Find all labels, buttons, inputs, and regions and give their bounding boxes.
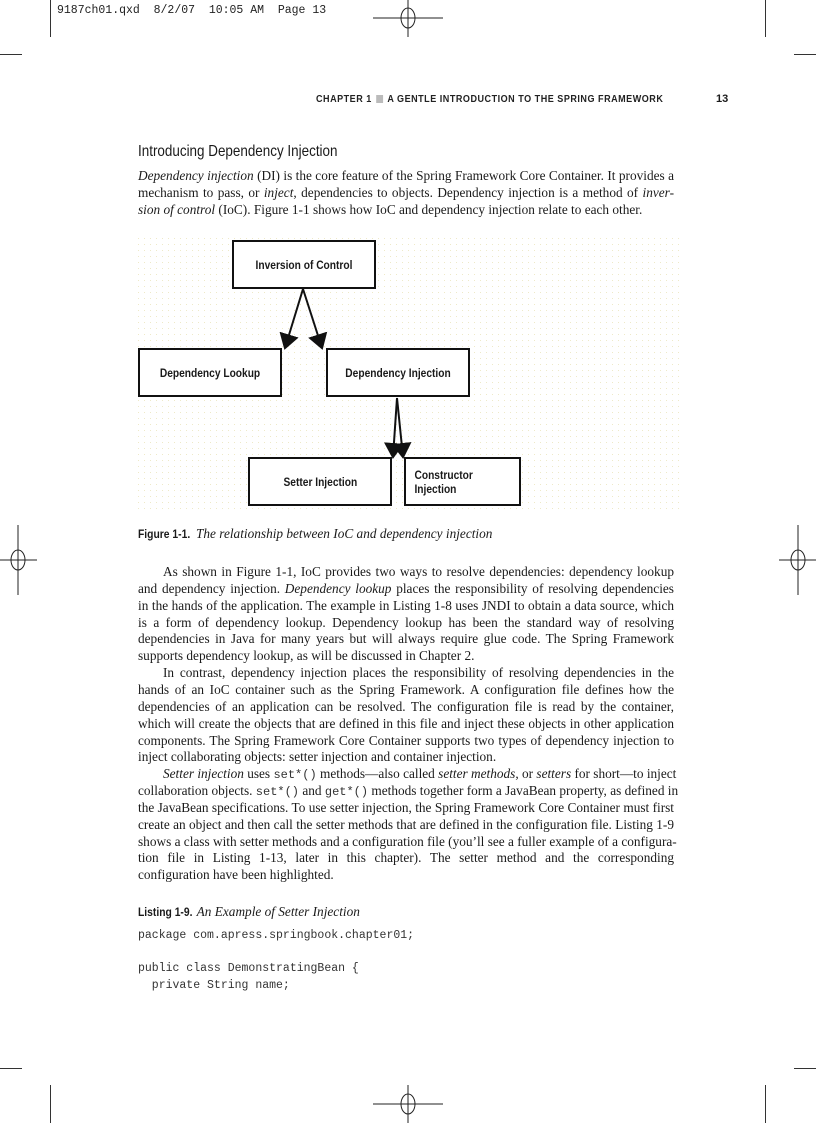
text-line (138, 698, 674, 715)
text-line (138, 167, 674, 184)
text: tion file in Listing 1-13, later in this chapter). The setter method and the corresponding (138, 850, 674, 866)
italic-text: setters (536, 766, 572, 782)
listing-caption-text: An Example of Setter Injection (196, 904, 360, 919)
text: components. The Spring Framework Core Container supports two types of dependency injection to (138, 732, 674, 748)
text: configuration have been highlighted. (138, 867, 334, 883)
separator-square-icon (376, 95, 383, 103)
text-line (138, 563, 674, 580)
figure-caption (138, 526, 492, 542)
italic-text: inver- (642, 185, 674, 200)
text: in the hands of the application. The example in Listing 1-8 uses JNDI to obtain a data source, which (138, 597, 674, 613)
figure-1-1 (138, 238, 684, 512)
box-inversion-of-control: Inversion of Control (232, 240, 376, 289)
chapter-title: A GENTLE INTRODUCTION TO THE SPRING FRAMEWORK (387, 93, 664, 105)
text: and (299, 783, 325, 799)
italic-text: Dependency lookup (284, 580, 392, 596)
text: , or (515, 766, 537, 782)
text-line (138, 715, 674, 732)
text: (IoC). Figure 1-1 shows how IoC and dependency injection relate to each other. (215, 202, 643, 217)
text: create an object and then call the setter methods that are defined in the configuration file. Listing 1-9 (138, 816, 674, 832)
text: uses (243, 766, 274, 782)
text-line (138, 866, 674, 883)
text: mechanism to pass, or (138, 185, 264, 200)
text-line (138, 748, 674, 765)
text-line (138, 614, 674, 631)
text-line (138, 597, 674, 614)
text: dependencies in Java for many years but will always require glue code. The Spring Framework (138, 631, 674, 647)
inline-code: set*() (273, 768, 317, 783)
text: is a form of dependency lookup. Dependency lookup has been the standard way of resolving (138, 614, 674, 630)
italic-text: setter methods (438, 766, 516, 782)
italic-text: Dependency injection (138, 168, 254, 183)
italic-text: Setter injection (163, 766, 244, 782)
text: (DI) is the core feature of the Spring Framework Core Container. It provides a (253, 168, 675, 183)
text: In contrast, dependency injection places the responsibility of resolving dependencies in the (163, 665, 674, 681)
text-line (138, 664, 674, 681)
box-dependency-lookup: Dependency Lookup (138, 348, 282, 397)
text: places the responsibility of resolving dependencies (391, 580, 674, 596)
box-dependency-injection: Dependency Injection (326, 348, 470, 397)
print-slug: 9187ch01.qxd 8/2/07 10:05 AM Page 13 (57, 4, 327, 17)
text: collaboration objects. (138, 783, 256, 799)
text: supports dependency lookup, as will be discussed in Chapter 2. (138, 648, 475, 664)
text: hands of an IoC container such as the Spring Framework. A configuration file defines how the (138, 681, 674, 697)
chapter-label: CHAPTER 1 (316, 93, 372, 105)
text-line (138, 647, 674, 664)
text: , dependencies to objects. Dependency injection is a method of (293, 185, 643, 200)
text: methods together form a JavaBean property, as defined in (368, 783, 679, 799)
inline-code: get*() (324, 785, 369, 800)
listing-label: Listing 1-9. (138, 905, 193, 919)
box-setter-injection: Setter Injection (248, 457, 392, 506)
text: the JavaBean specifications. To use setter injection, the Spring Framework Core Container must first (138, 799, 674, 815)
inline-code: set*() (255, 785, 300, 800)
text-line (138, 816, 674, 833)
italic-text: sion of control (138, 202, 216, 217)
code-line: private String name; (138, 979, 290, 992)
text-line (138, 580, 674, 597)
text-line (138, 681, 674, 698)
text-line (138, 184, 674, 201)
section-heading: Introducing Dependency Injection (138, 143, 338, 160)
text: and dependency injection. (138, 580, 285, 596)
text-line (138, 765, 677, 783)
text: dependencies of an application can be resolved. The configuration file is read by the container, (138, 698, 674, 714)
text-line (138, 799, 674, 816)
listing-caption (138, 904, 360, 920)
text-line (138, 782, 679, 800)
text-line (138, 849, 674, 866)
text-line (138, 732, 674, 749)
text: methods—also called (316, 766, 439, 782)
figure-caption-text: The relationship between IoC and dependency injection (196, 526, 493, 541)
text: for short—to inject (571, 766, 677, 782)
code-line: package com.apress.springbook.chapter01; (138, 929, 415, 942)
italic-text: inject (263, 185, 294, 200)
text: As shown in Figure 1-1, IoC provides two ways to resolve dependencies: dependency lookup (163, 564, 674, 579)
code-line: public class DemonstratingBean { (138, 962, 359, 975)
text-line (138, 630, 674, 647)
box-constructor-injection: Constructor Injection (404, 457, 521, 506)
figure-label: Figure 1-1. (138, 527, 191, 541)
text: shows a class with setter methods and a configuration file (you’ll see a fuller example of a configura- (138, 833, 677, 849)
running-head (316, 93, 663, 105)
text: inject collaborating objects: setter injection and container injection. (138, 749, 497, 765)
page-number: 13 (716, 93, 729, 105)
text: which will create the objects that are defined in this file and inject these objects in other application (138, 715, 674, 731)
text-line (138, 833, 677, 850)
text-line (138, 201, 674, 218)
